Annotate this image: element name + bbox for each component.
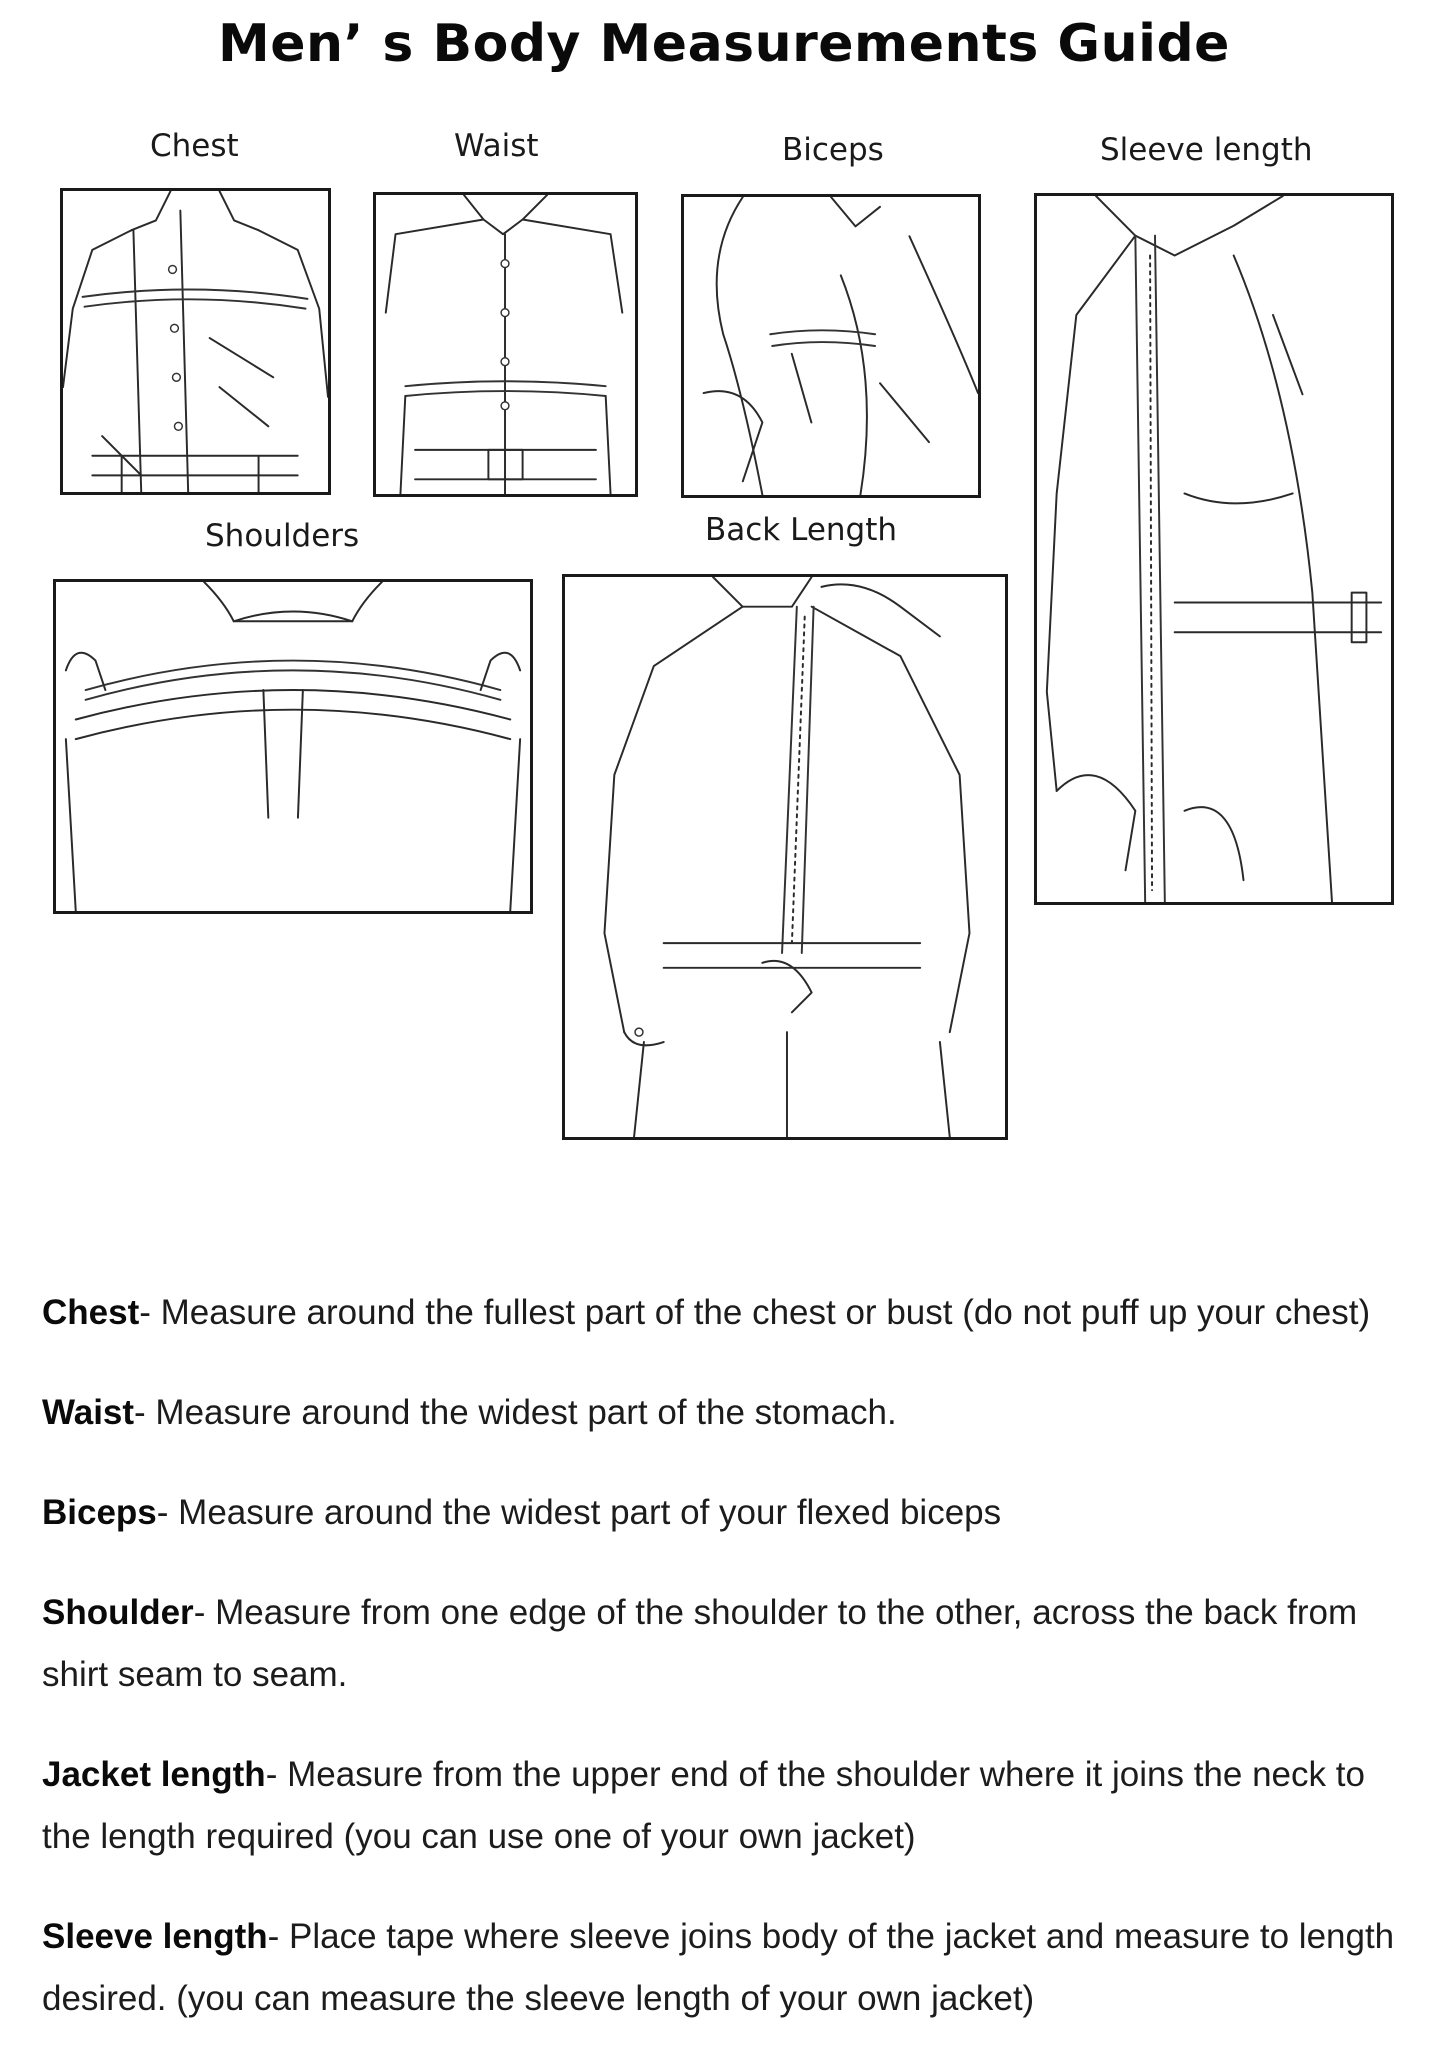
description-sleeve-length bbox=[42, 1906, 1422, 2030]
sleeve-length-illustration bbox=[1034, 193, 1394, 905]
term-chest: Chest bbox=[42, 1293, 140, 1332]
description-shoulder bbox=[42, 1582, 1422, 1706]
term-waist: Waist bbox=[42, 1393, 135, 1432]
biceps-illustration bbox=[681, 194, 981, 498]
description-chest bbox=[42, 1282, 1422, 1344]
label-back-length: Back Length bbox=[705, 512, 898, 548]
label-chest: Chest bbox=[150, 128, 239, 164]
label-sleeve-length: Sleeve length bbox=[1100, 132, 1313, 168]
term-biceps: Biceps bbox=[42, 1493, 157, 1532]
description-biceps bbox=[42, 1482, 1422, 1544]
description-jacket-length bbox=[42, 1744, 1422, 1868]
text-biceps: - Measure around the widest part of your flexed biceps bbox=[156, 1493, 1002, 1532]
text-waist: - Measure around the widest part of the stomach. bbox=[134, 1393, 897, 1432]
guide-title: Men’ s Body Measurements Guide bbox=[218, 14, 1230, 74]
back-length-illustration bbox=[562, 574, 1008, 1140]
label-shoulders: Shoulders bbox=[205, 518, 360, 554]
text-sleeve-length: - Place tape where sleeve joins body of the jacket and measure to length desired. (you can measure the sleeve length of your own jacket) bbox=[42, 1917, 1395, 2018]
label-biceps: Biceps bbox=[782, 132, 884, 168]
shoulders-illustration bbox=[53, 579, 533, 914]
measurement-descriptions bbox=[42, 1282, 1422, 2030]
term-jacket-length: Jacket length bbox=[42, 1755, 266, 1794]
label-waist: Waist bbox=[454, 128, 539, 164]
term-shoulder: Shoulder bbox=[42, 1593, 194, 1632]
waist-illustration bbox=[373, 192, 638, 497]
text-chest: - Measure around the fullest part of the chest or bust (do not puff up your chest) bbox=[139, 1293, 1371, 1332]
chest-illustration bbox=[60, 188, 331, 495]
description-waist bbox=[42, 1382, 1422, 1444]
text-jacket-length: - Measure from the upper end of the shoulder where it joins the neck to the length required (you can use one of your own jacket) bbox=[42, 1755, 1365, 1856]
term-sleeve-length: Sleeve length bbox=[42, 1917, 268, 1956]
text-shoulder: - Measure from one edge of the shoulder to the other, across the back from shirt seam to seam. bbox=[42, 1593, 1358, 1694]
